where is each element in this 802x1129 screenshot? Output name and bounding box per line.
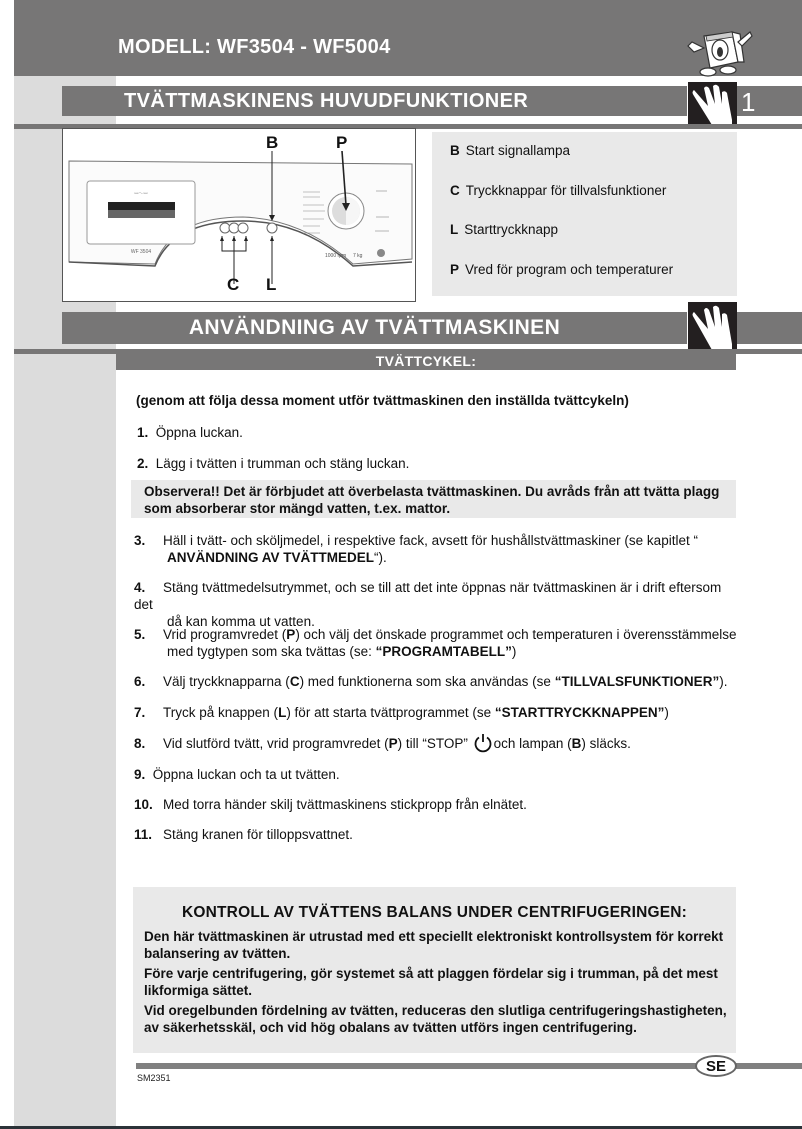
- step-10: 10. Med torra händer skilj tvättmaskinens stickpropp från elnätet.: [134, 797, 527, 812]
- step-7: 7. Tryck på knappen (L) för att starta tvättprogrammet (se “STARTTRYCKKNAPPEN”): [134, 705, 669, 720]
- step-4: 4. Stäng tvättmedelsutrymmet, och se till att det inte öppnas när tvättmaskinen är i drift eftersom det då kan komma ut vatten.: [134, 580, 722, 629]
- document-code: SM2351: [137, 1073, 171, 1083]
- callout-b: B: [266, 133, 279, 152]
- step-3: 3. Häll i tvätt- och sköljmedel, i respektive fack, avsett för hushållstvättmaskiner (se kapitlet “ ANVÄNDNING AV TVÄTTMEDEL“).: [134, 533, 698, 565]
- callout-l: L: [266, 275, 277, 294]
- svg-text:ꟷ〜ꟷ: ꟷ〜ꟷ: [134, 191, 148, 197]
- balance-control-note: [133, 887, 736, 1053]
- legend-item-l: L Starttryckknapp: [450, 222, 559, 237]
- section-title-main-functions: TVÄTTMASKINENS HUVUDFUNKTIONER: [62, 86, 687, 116]
- legend-item-p: P Vred för program och temperaturer: [450, 262, 674, 277]
- balance-paragraph: Vid oregelbunden fördelning av tvätten, reduceras den slutliga centrifugeringshastigheten, av säkerhetsskäl, och vid hög obalans av tvätten utförs ingen centrifugering.: [144, 1003, 727, 1035]
- balance-paragraph: Den här tvättmaskinen är utrustad med ett speciellt elektroniskt kontrollsystem för korrekt balansering av tvätten.: [144, 929, 724, 961]
- step-6: 6. Välj tryckknapparna (C) med funktionerna som ska användas (se “TILLVALSFUNKTIONER”).: [134, 674, 728, 689]
- control-panel-diagram: [62, 128, 416, 302]
- subsection-title-wash-cycle: TVÄTTCYKEL:: [116, 352, 736, 370]
- step-2: 2. Lägg i tvätten i trumman och stäng luckan.: [137, 456, 410, 471]
- balance-paragraph: Före varje centrifugering, gör systemet så att plaggen fördelar sig i trumman, på det mest likformiga sättet.: [144, 966, 718, 998]
- step-5: 5. Vrid programvredet (P) och välj det önskade programmet och temperaturen i överensstämmelse med tygtypen som ska tvättas (se: “PROGRAMTABELL”): [134, 627, 737, 659]
- language-badge: SE: [695, 1055, 737, 1077]
- step-11: 11. Stäng kranen för tilloppsvattnet.: [134, 827, 353, 842]
- hand-icon: [688, 302, 737, 350]
- washing-machine-mascot-icon: [682, 28, 754, 80]
- hand-icon: [688, 82, 737, 125]
- legend-item-c: C Tryckknappar för tillvalsfunktioner: [450, 183, 667, 198]
- svg-text:1000 rpm: 1000 rpm: [325, 253, 347, 259]
- callout-p: P: [336, 133, 348, 152]
- warning-note: Observera!! Det är förbjudet att överbelasta tvättmaskinen. Du avråds från att tvätta plagg som absorberar stor mängd vatten, t.ex. mattor.: [131, 480, 736, 518]
- page-title: MODELL: WF3504 - WF5004: [118, 36, 391, 58]
- balance-title: KONTROLL AV TVÄTTENS BALANS UNDER CENTRIFUGERINGEN:: [181, 904, 688, 921]
- callout-c: C: [227, 275, 240, 294]
- svg-text:7 kg: 7 kg: [353, 253, 363, 259]
- power-stop-icon: [473, 733, 493, 753]
- chapter-number: 1: [741, 87, 756, 117]
- intro-text: (genom att följa dessa moment utför tvättmaskinen den inställda tvättcykeln): [136, 393, 629, 408]
- diagram-legend: [432, 132, 737, 296]
- step-1: 1. Öppna luckan.: [137, 425, 243, 440]
- step-9: 9. Öppna luckan och ta ut tvätten.: [134, 767, 340, 782]
- legend-item-b: B Start signallampa: [450, 143, 571, 158]
- section-title-usage: ANVÄNDNING AV TVÄTTMASKINEN: [62, 312, 687, 344]
- svg-text:WF 3504: WF 3504: [130, 249, 152, 255]
- step-8: 8. Vid slutförd tvätt, vrid programvredet (P) till “STOP” och lampan (B) släcks.: [134, 733, 738, 753]
- section-band-right: [737, 312, 802, 344]
